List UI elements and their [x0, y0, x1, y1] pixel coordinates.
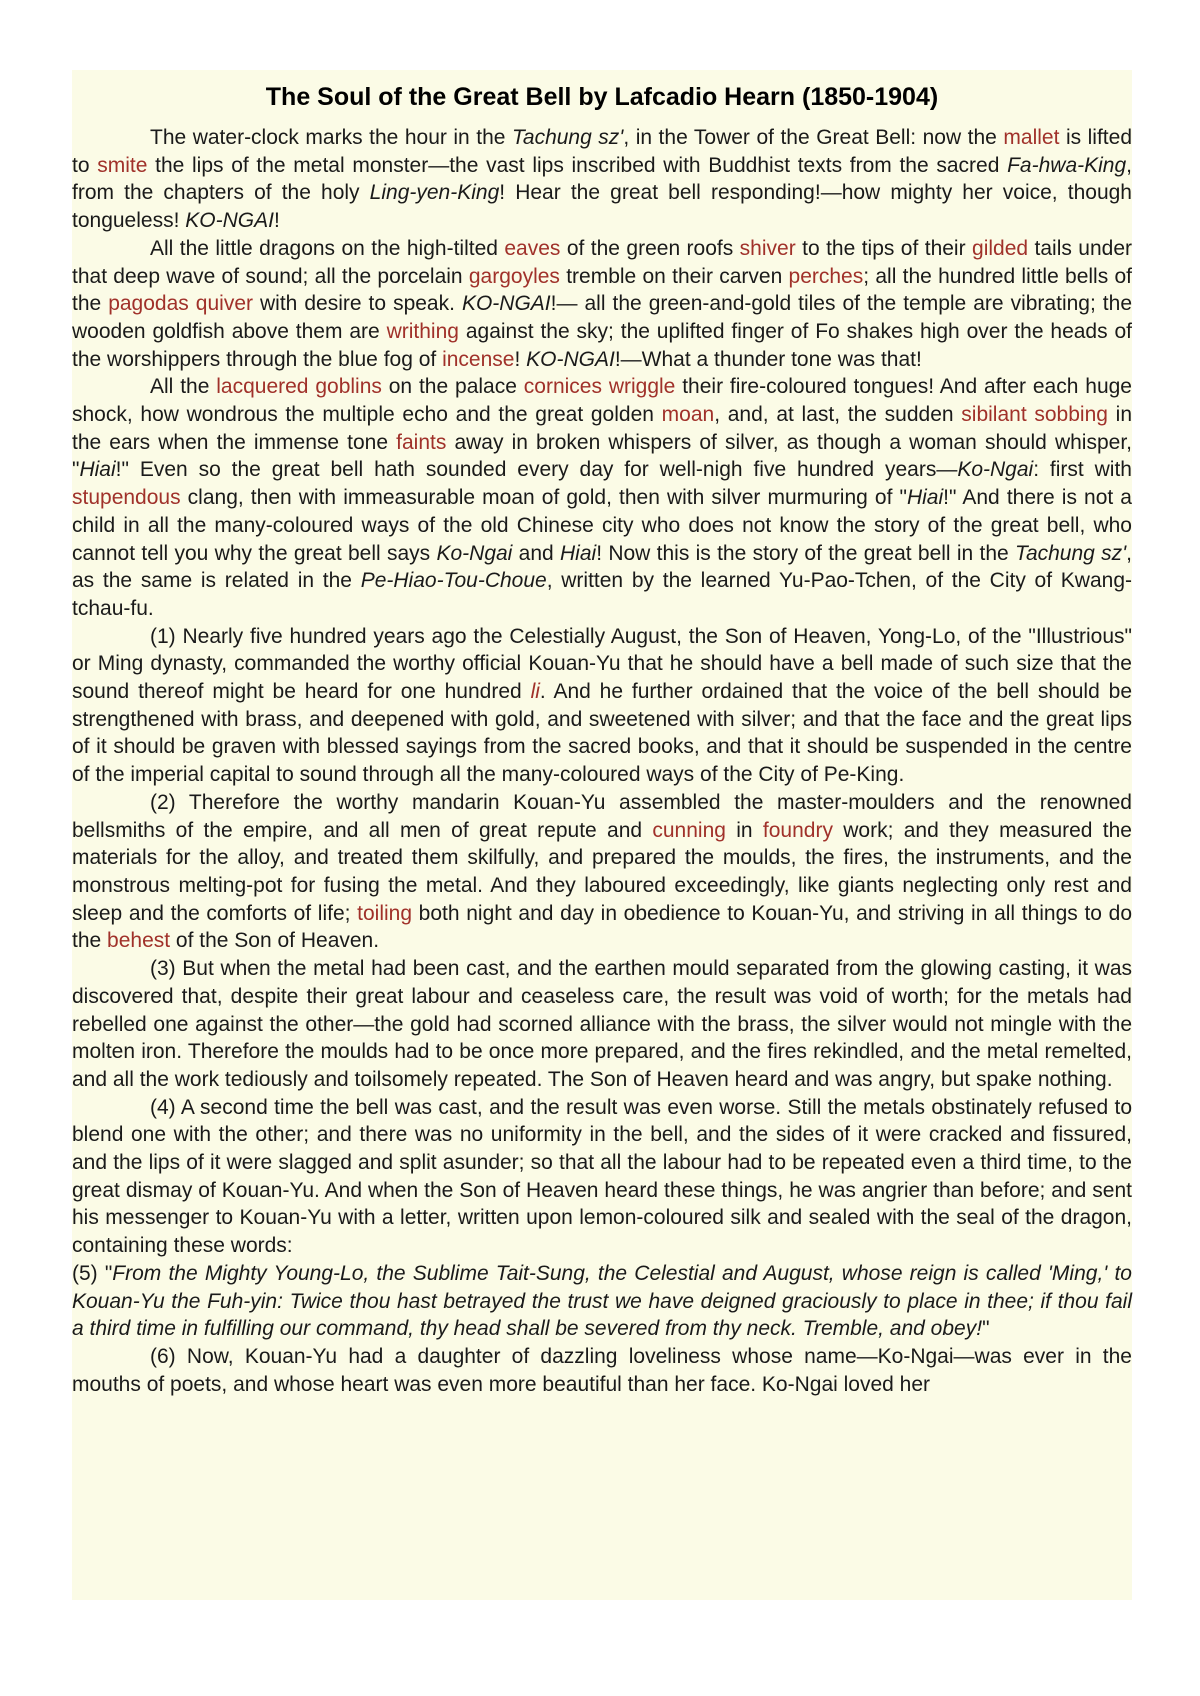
document-title: The Soul of the Great Bell by Lafcadio Hearn (1850-1904): [265, 83, 939, 111]
vocab-word: writhing: [386, 319, 459, 343]
italic-text: KO-NGAI: [526, 347, 615, 371]
italic-text: Hiai: [79, 458, 116, 482]
paragraph-1: [72, 124, 1132, 235]
text-run: of the Son of Heaven.: [170, 929, 380, 953]
vocab-word: incense: [442, 347, 515, 371]
text-run: !— all the green-and-gold tiles of the temple are vibrating; the wooden goldfish above them are: [72, 292, 1132, 343]
text-run: The water-clock marks the hour in the: [150, 126, 512, 149]
paragraph-2: [72, 235, 1132, 374]
text-run: ; all the hundred little bells of the: [72, 264, 1132, 316]
paragraph-8: [72, 1260, 1132, 1343]
vocab-word: cornices: [523, 375, 602, 399]
italic-text: Ko-Ngai: [436, 541, 513, 565]
text-run: away in broken whispers of silver, as though a woman should whisper, ": [72, 430, 1132, 482]
text-run: [602, 375, 609, 398]
text-run: work; and they measured the materials for the alloy, and treated them skilfully, and prepared the moulds, the fires, the instruments, and the monstrous melting-pot for fusing the metal. And they laboured exceedingly, like giants neglecting only rest and sleep and the comforts of life;: [72, 818, 1132, 925]
text-run: of the green roofs: [560, 236, 740, 260]
text-run: tremble on their carven: [559, 264, 789, 288]
vocab-word: li: [530, 680, 540, 704]
paragraph-7: [72, 1094, 1132, 1260]
text-run: , written by the learned Yu-Pao-Tchen, of the City of Kwang-tchau-fu.: [72, 569, 1132, 620]
italic-text: KO-NGAI: [461, 292, 551, 316]
text-run: . And he further ordained that the voice of the bell should be strengthened with brass, and deepened with gold, and sweetened with silver; and that the face and the great lips of it should be graven with blessed sayings from the sacred books, and that it should be suspended in the centre of the imperial capital to sound through all the many-coloured ways of the City of Pe-King.: [72, 680, 1132, 787]
text-run: the lips of the metal monster—the vast lips inscribed with Buddhist texts from the sacred: [147, 153, 1008, 177]
vocab-word: cunning: [652, 818, 726, 842]
vocab-word: foundry: [762, 818, 833, 842]
vocab-word: sibilant sobbing: [961, 403, 1108, 427]
text-run: on the palace: [381, 375, 524, 399]
text-run: All the: [150, 375, 217, 399]
vocab-word: pagodas: [108, 292, 189, 316]
text-run: tails under that deep wave of sound; all the porcelain: [72, 236, 1133, 288]
vocab-word: moan: [661, 403, 715, 427]
text-run: (1) Nearly five hundred years ago the Celestially August, the Son of Heaven, Yong-Lo, of the "Illustrious" or Ming dynasty, commanded the worthy official Kouan-Yu that he should have a bell made of such size that the sound thereof might be heard for one hundred: [72, 624, 1132, 704]
vocab-word: wriggle: [608, 375, 676, 399]
vocab-word: behest: [107, 929, 171, 953]
paragraph-5: [72, 789, 1132, 955]
italic-text: KO-NGAI: [185, 209, 274, 233]
text-run: ! Hear the great bell responding!—how mighty her voice, though tongueless!: [72, 181, 1132, 233]
vocab-word: mallet: [1003, 126, 1060, 149]
paragraph-3: [72, 373, 1132, 622]
italic-text: Ko-Ngai: [957, 458, 1034, 482]
text-run: with desire to speak.: [253, 292, 462, 316]
text-run: to the tips of their: [795, 236, 973, 260]
text-run: [189, 292, 196, 315]
italic-text: Hiai: [560, 541, 597, 565]
document-page: [72, 70, 1132, 1600]
text-run: both night and day in obedience to Kouan-Yu, and striving in all things to do the: [72, 901, 1132, 953]
text-run: (5) ": [72, 1261, 113, 1285]
text-run: clang, then with immeasurable moan of gold, then with silver murmuring of ": [180, 486, 907, 510]
vocab-word: shiver: [739, 236, 796, 260]
paragraph-4: [72, 623, 1132, 789]
vocab-word: faints: [396, 430, 447, 454]
italic-text: Pe-Hiao-Tou-Choue: [360, 569, 547, 593]
text-run: their fire-coloured tongues! And after each huge shock, how wondrous the multiple echo and the great golden: [72, 375, 1132, 427]
text-run: !" And there is not a child in all the many-coloured ways of the old Chinese city who does not know the story of the great bell, who cannot tell you why the great bell says: [72, 486, 1132, 565]
text-run: All the little dragons on the high-tilted: [150, 236, 505, 260]
text-run: (3) But when the metal had been cast, and the earthen mould separated from the glowing casting, it was discovered that, despite their great labour and ceaseless care, the result was void of worth; for the metals had rebelled one against the other—the gold had scorned alliance with the brass, the silver would not mingle with the molten iron. Therefore the moulds had to be once more prepared, and the fires rekindled, and the metal remelted, and all the work tediously and toilsomely repeated. The Son of Heaven heard and was angry, but spake nothing.: [72, 957, 1132, 1091]
vocab-word: quiver: [195, 292, 253, 316]
document-body: [72, 124, 1132, 1398]
vocab-word: gargoyles: [468, 264, 560, 288]
paragraph-6: [72, 955, 1132, 1094]
text-run: ": [982, 1317, 990, 1341]
text-run: (2) Therefore the worthy mandarin Kouan-Yu assembled the master-moulders and the renowned bellsmiths of the empire, and all men of great repute and: [72, 790, 1132, 842]
text-run: in the ears when the immense tone: [72, 403, 1133, 454]
vocab-word: toiling: [357, 901, 413, 925]
text-run: , in the Tower of the Great Bell: now the: [623, 126, 1004, 149]
text-run: ! Now this is the story of the great bell in the: [596, 541, 1016, 565]
text-run: !" Even so the great bell hath sounded every day for well-nigh five hundred years—: [115, 458, 958, 482]
italic-text: Hiai: [906, 486, 944, 510]
text-run: , from the chapters of the holy: [72, 153, 1132, 205]
text-run: : first with: [1033, 458, 1132, 482]
italic-text: Tachung sz': [1015, 541, 1127, 565]
vocab-word: gilded: [972, 236, 1029, 260]
text-run: , and, at last, the sudden: [714, 403, 962, 427]
text-run: and: [512, 541, 560, 565]
italic-text: From the Mighty Young-Lo, the Sublime Tait-Sung, the Celestial and August, whose reign is called 'Ming,' to Kouan-Yu the Fuh-yin: Twice thou hast betrayed the trust we have deigned graciously to place in thee; if thou fail a third time in fulfilling our command, thy head shall be severed from thy neck. Tremble, and obey!: [72, 1261, 1132, 1341]
text-run: against the sky; the uplifted finger of Fo shakes high over the heads of the worshippers through the blue fog of: [72, 319, 1132, 371]
text-run: is lifted to: [72, 126, 1132, 177]
italic-text: Ling-yen-King: [369, 181, 500, 205]
text-run: !: [273, 209, 280, 233]
italic-text: Fa-hwa-King: [1007, 153, 1127, 177]
text-run: !: [514, 347, 527, 371]
italic-text: Tachung sz': [511, 126, 624, 149]
text-run: , as the same is related in the: [72, 541, 1133, 593]
vocab-word: stupendous: [72, 486, 181, 510]
vocab-word: lacquered goblins: [216, 375, 382, 399]
text-run: in: [725, 818, 763, 842]
text-run: (4) A second time the bell was cast, and the result was even worse. Still the metals obstinately refused to blend one with the other; and there was no uniformity in the bell, and the sides of it were cracked and fissured, and the lips of it were slagged and split asunder; so that all the labour had to be repeated even a third time, to the great dismay of Kouan-Yu. And when the Son of Heaven heard these things, he was angrier than before; and sent his messenger to Kouan-Yu with a letter, written upon lemon-coloured silk and sealed with the seal of the dragon, containing these words:: [72, 1095, 1132, 1258]
paragraph-9: [72, 1343, 1132, 1398]
text-run: (6) Now, Kouan-Yu had a daughter of dazzling loveliness whose name—Ko-Ngai—was ever in the mouths of poets, and whose heart was even more beautiful than her face. Ko-Ngai loved her: [72, 1344, 1132, 1396]
text-run: !—What a thunder tone was that!: [614, 347, 922, 371]
vocab-word: eaves: [504, 236, 561, 260]
vocab-word: perches: [788, 264, 864, 288]
vocab-word: smite: [97, 153, 148, 177]
